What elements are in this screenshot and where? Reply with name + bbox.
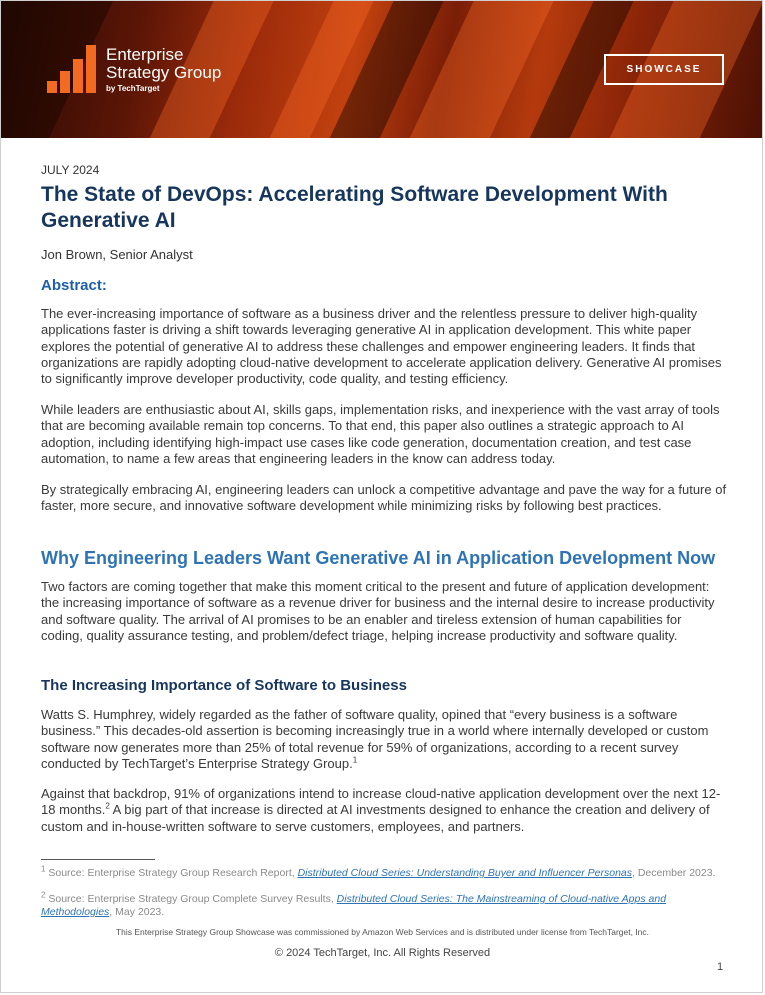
- logo-line-3: by TechTarget: [106, 83, 160, 93]
- esg-logo: [47, 45, 221, 93]
- section-2-paragraph-1: Watts S. Humphrey, widely regarded as the father of software quality, opined that “every business is a software business.” This decades-old assertion is becoming increasingly true in a world where internally developed or custom software now generates more than 25% of total revenue for 59% of organizations, according to a recent survey conducted by TechTarget’s Enterprise Strategy Group.$^1$: [41, 707, 709, 771]
- abstract-paragraph-1: The ever-increasing importance of software as a business driver and the relentless pressure to deliver high-quality applications faster is driving a shift towards leveraging generative AI in application development. This white paper explores the potential of generative AI to address these challenges and empower engineering leaders. It finds that organizations are rapidly adopting cloud-native development to accelerate application delivery. Generative AI promises to significantly improve developer productivity, code quality, and testing efficiency.: [41, 306, 722, 387]
- abstract-paragraph-2: While leaders are enthusiastic about AI, skills gaps, implementation risks, and inexperience with the vast array of tools that are becoming available remain top concerns. To that end, this paper also outlines a strategic approach to AI adoption, including identifying high-impact use cases like code generation, documentation creation, and test case automation, to name a few areas that engineering leaders in the know can address today.: [41, 402, 720, 466]
- header-banner: [1, 1, 763, 138]
- section-2-paragraph-2: Against that backdrop, 91% of organizations intend to increase cloud-native application development over the next 12-18 months.$^2$ A big part of that increase is directed at AI investments designed to enhance the creation and delivery of custom and in-house-written software to serve customers, employees, and partners.: [41, 786, 721, 834]
- footnote-2-link[interactable]: Distributed Cloud Series: The Mainstreaming of Cloud-native Apps and Methodologies: [41, 893, 667, 918]
- logo-line-2: Strategy Group: [106, 62, 222, 82]
- showcase-badge: SHOWCASE: [604, 54, 724, 85]
- logo-line-1: Enterprise: [106, 44, 184, 64]
- footnote-divider: [41, 859, 155, 860]
- logo-bars-icon: [47, 45, 96, 93]
- section-heading-why-genai: Why Engineering Leaders Want Generative AI in Application Development Now: [41, 548, 716, 568]
- footnote-ref-2[interactable]: 2: [105, 801, 110, 811]
- abstract-heading: Abstract:: [41, 277, 107, 294]
- footnote-1-link[interactable]: Distributed Cloud Series: Understanding Buyer and Influencer Personas: [297, 867, 633, 879]
- commission-notice: This Enterprise Strategy Group Showcase was commissioned by Amazon Web Services and is distributed under license from TechTarget, Inc.: [115, 927, 650, 937]
- page-number: 1: [717, 961, 724, 973]
- author-line: Jon Brown, Senior Analyst: [41, 247, 193, 262]
- copyright-notice: © 2024 TechTarget, Inc. All Rights Reserved: [274, 947, 491, 959]
- subsection-heading-software-importance: The Increasing Importance of Software to Business: [41, 677, 407, 694]
- footnote-ref-1[interactable]: 1: [352, 755, 358, 765]
- footnote-2: $^2$ Source: Enterprise Strategy Group Complete Survey Results, Distributed Cloud Series: The Mainstreaming of Cloud-native Apps and Methodologies, May 2023.: [41, 890, 667, 918]
- footnote-1: $^1$ Source: Enterprise Strategy Group Research Report, Distributed Cloud Series: Understanding Buyer and Influencer Personas, December 2023.: [41, 864, 716, 879]
- document-title: The State of DevOps: Accelerating Software Development With Generative AI: [41, 183, 668, 232]
- section-1-paragraph: Two factors are coming together that make this moment critical to the present and future of application development: the increasing importance of software as a revenue driver for business and the internal desire to increase productivity and software quality. The arrival of AI promises to be an enabler and tireless extension of human capabilities for coding, quality assurance testing, and problem/defect triage, helping increase productivity and software quality.: [41, 579, 715, 643]
- abstract-paragraph-3: By strategically embracing AI, engineering leaders can unlock a competitive advantage and pave the way for a future of faster, more secure, and innovative software development while minimizing risks by following best practices.: [41, 482, 727, 514]
- publication-date: JULY 2024: [41, 163, 100, 177]
